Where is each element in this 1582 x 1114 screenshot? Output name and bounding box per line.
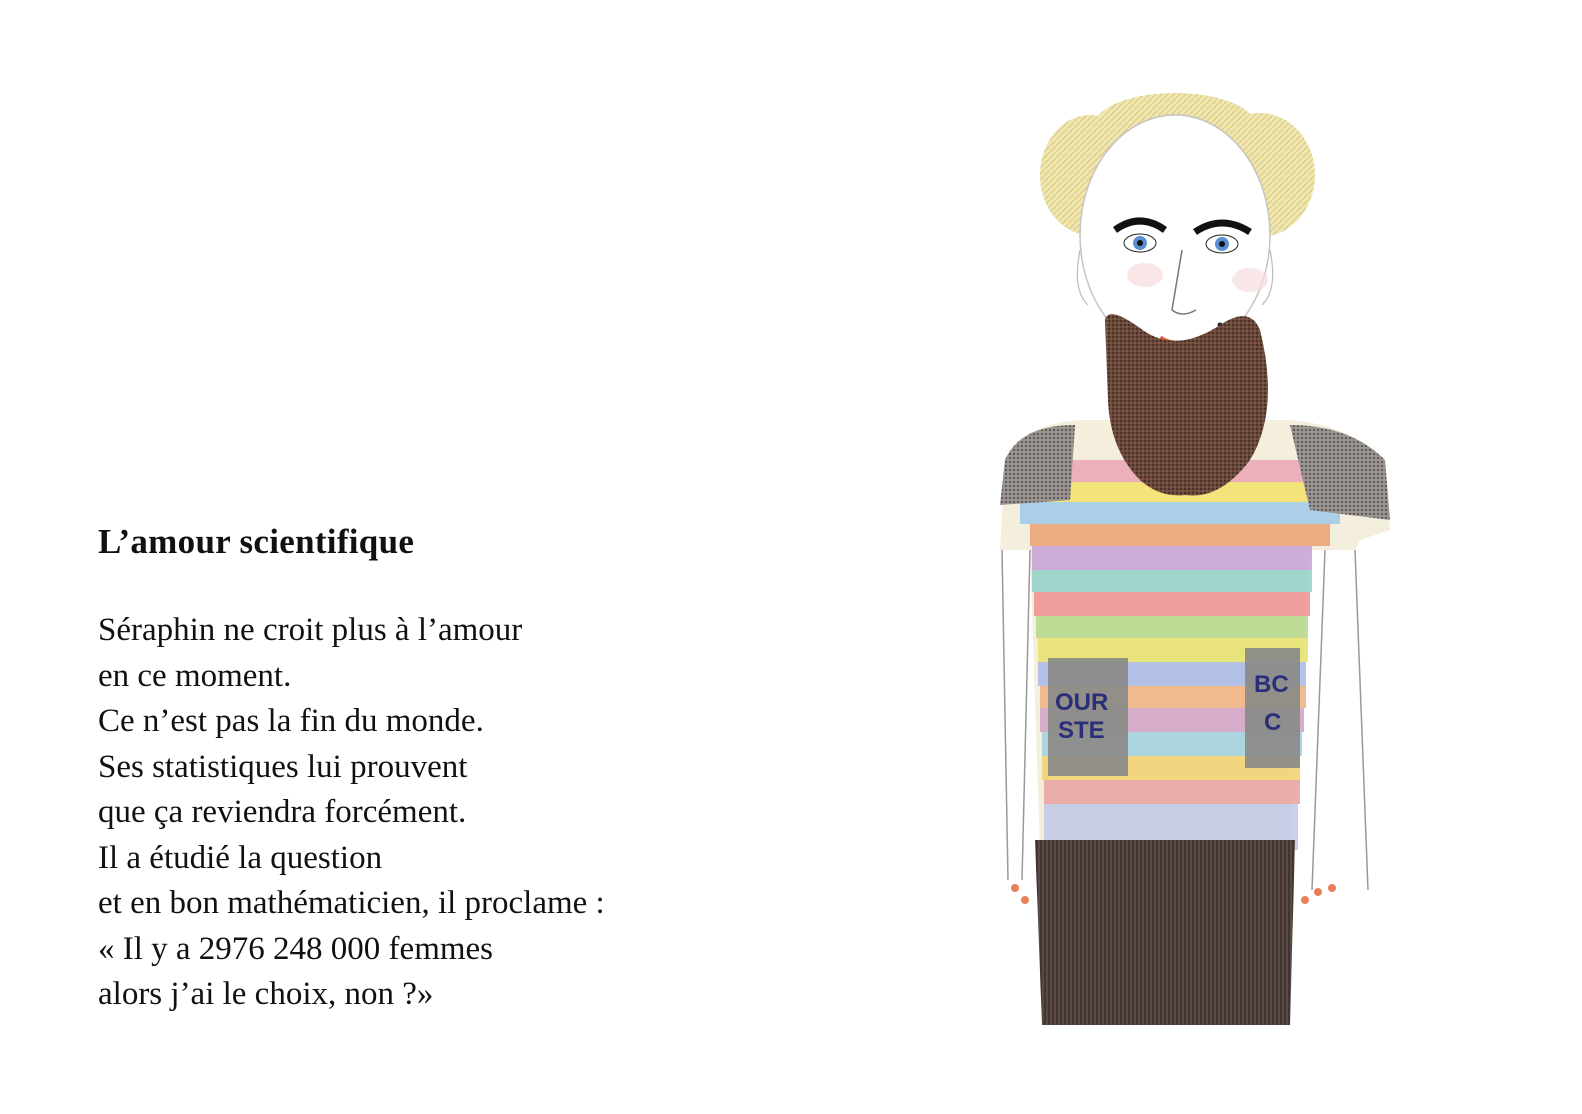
left-pocket bbox=[1048, 658, 1128, 776]
svg-text:OUR: OUR bbox=[1055, 689, 1109, 716]
poem-line: « Il y a 2976 248 000 femmes bbox=[98, 930, 494, 967]
poem-line: et en bon mathématicien, il proclame : bbox=[98, 885, 605, 921]
svg-text:BC: BC bbox=[1254, 671, 1289, 698]
svg-text:STE: STE bbox=[1058, 717, 1105, 744]
poem-text-block bbox=[98, 518, 798, 1018]
poem-line: Ses statistiques lui prouvent bbox=[98, 748, 468, 785]
right-pocket bbox=[1245, 648, 1300, 768]
poem-title: L’amour scientifique bbox=[98, 522, 415, 561]
svg-text:C: C bbox=[1264, 709, 1282, 736]
poem-line: alors j’ai le choix, non ?» bbox=[98, 976, 434, 1012]
illustration-svg bbox=[960, 80, 1420, 1040]
poem-line: que ça reviendra forcément. bbox=[98, 794, 467, 830]
poem-line: Séraphin ne croit plus à l’amour bbox=[98, 612, 523, 648]
poem-body bbox=[98, 608, 798, 1018]
poem-line: Ce n’est pas la fin du monde. bbox=[98, 703, 484, 739]
poem-line: Il a étudié la question bbox=[98, 839, 383, 876]
poem-line: en ce moment. bbox=[98, 657, 292, 694]
pants bbox=[1035, 840, 1295, 1025]
bearded-man-illustration bbox=[960, 80, 1420, 1040]
